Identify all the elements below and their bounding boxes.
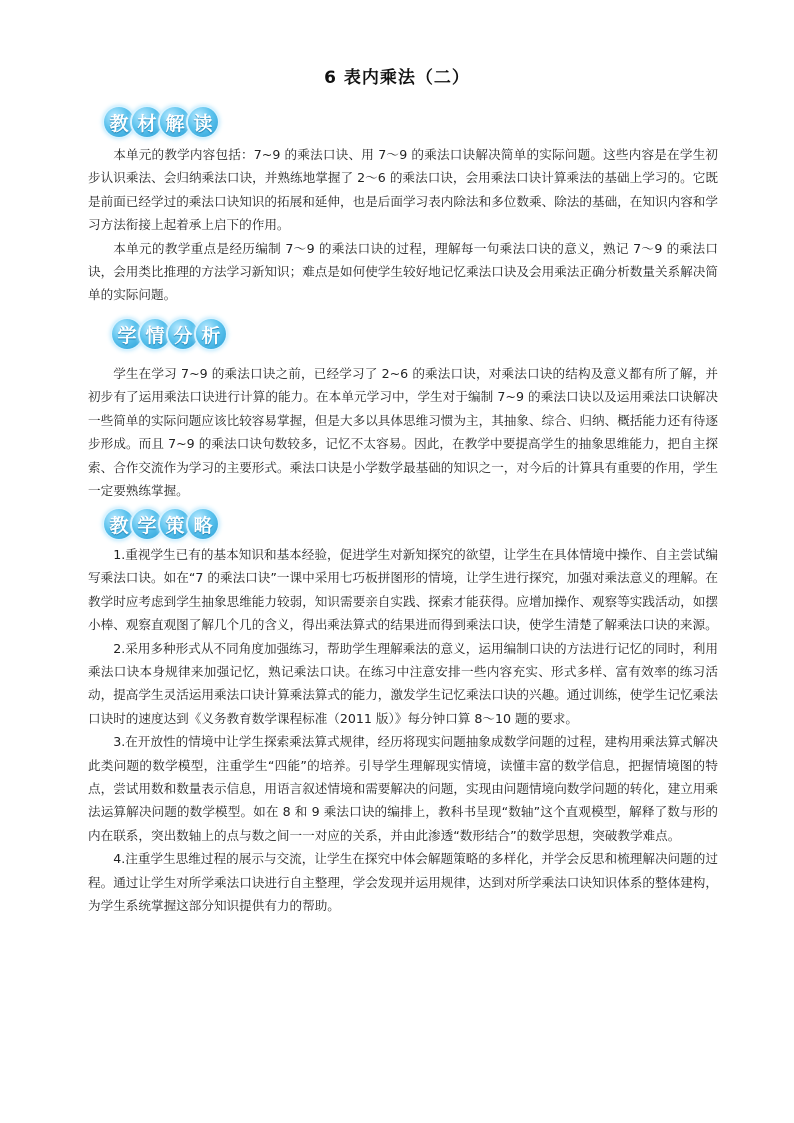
paragraph: 本单元的教学重点是经历编制 7～9 的乘法口诀的过程，理解每一句乘法口诀的意义，熟记 7～9 的乘法口诀，会用类比推理的方法学习新知识；难点是如何使学生较好地记忆乘法口诀及会用乘法正确分析数量关系解决简单的实际问题。 — [88, 240, 718, 303]
header-char: 材 — [132, 107, 162, 137]
header-char: 策 — [160, 509, 190, 539]
paragraph: 学生在学习 7~9 的乘法口诀之前，已经学习了 2~6 的乘法口诀，对乘法口诀的结构及意义都有所了解，并初步有了运用乘法口诀进行计算的能力。在本单元学习中，学生对于编制 7~9 的乘法口诀以及运用乘法口诀解决一些简单的实际问题应该比较容易掌握，但是大多以具体思维习惯为主，其抽象、综合、归纳、概括能力还有待逐步形成。而且 7~9 的乘法口诀句数较多，记忆不太容易。因此，在教学中要提高学生的抽象思维能力，把自主探索、合作交流作为学习的主要形式。乘法口诀是小学数学最基础的知识之一，对今后的计算具有重要的作用，学生一定要熟练掌握。 — [88, 366, 718, 499]
header-char: 学 — [132, 509, 162, 539]
section-header-teaching-strategy — [104, 506, 216, 542]
header-char: 解 — [160, 107, 190, 137]
section-header-learning-analysis — [112, 316, 224, 352]
header-char: 教 — [104, 107, 134, 137]
paragraph: 4.注重学生思维过程的展示与交流，让学生在探究中体会解题策略的多样化，并学会反思和梳理解决问题的过程。通过让学生对所学乘法口诀进行自主整理，学会发现并运用规律，达到对所学乘法口诀知识体系的整体建构，为学生系统掌握这部分知识提供有力的帮助。 — [88, 851, 718, 914]
header-char: 析 — [196, 319, 226, 349]
section-body-textbook-reading — [88, 143, 718, 307]
paragraph: 3.在开放性的情境中让学生探索乘法算式规律，经历将现实问题抽象成数学问题的过程，建构用乘法算式解决此类问题的数学模型，注重学生“四能”的培养。引导学生理解现实情境，读懂丰富的数学信息，把握情境图的特点，尝试用数和数量表示信息，用语言叙述情境和需要解决的问题，实现由问题情境向数学问题的转化，建立用乘法运算解决问题的数学模型。如在 8 和 9 乘法口诀的编排上，教科书呈现“数轴”这个直观模型，解释了数与形的内在联系，突出数轴上的点与数之间一一对应的关系，并由此渗透“数形结合”的数学思想，突破教学难点。 — [88, 734, 718, 843]
section-body-learning-analysis — [88, 362, 718, 502]
page-title: 6 表内乘法（二） — [324, 68, 470, 88]
section-body-teaching-strategy — [88, 543, 718, 918]
header-char: 学 — [112, 319, 142, 349]
paragraph: 1.重视学生已有的基本知识和基本经验，促进学生对新知探究的欲望，让学生在具体情境中操作、自主尝试编写乘法口诀。如在“7 的乘法口诀”一课中采用七巧板拼图形的情境，让学生进行探究，加强对乘法意义的理解。在教学时应考虑到学生抽象思维能力较弱，知识需要亲自实践、探索才能获得。应增加操作、观察等实践活动，如摆小棒、观察直观图了解几个几的含义，得出乘法算式的结果进而得到乘法口诀，使学生清楚了解乘法口诀的来源。 — [88, 547, 718, 633]
header-char: 分 — [168, 319, 198, 349]
header-char: 情 — [140, 319, 170, 349]
section-header-textbook-reading — [104, 104, 216, 140]
header-char: 教 — [104, 509, 134, 539]
header-char: 略 — [188, 509, 218, 539]
paragraph: 本单元的教学内容包括：7~9 的乘法口诀、用 7～9 的乘法口诀解决简单的实际问题。这些内容是在学生初步认识乘法、会归纳乘法口诀，并熟练地掌握了 2～6 的乘法口诀，会用乘法口诀计算乘法的基础上学习的。它既是前面已经学过的乘法口诀知识的拓展和延伸，也是后面学习表内除法和多位数乘、除法的基础，在知识内容和学习方法衔接上起着承上启下的作用。 — [88, 147, 718, 233]
header-char: 读 — [188, 107, 218, 137]
paragraph: 2.采用多种形式从不同角度加强练习，帮助学生理解乘法的意义，运用编制口诀的方法进行记忆的同时，利用乘法口诀本身规律来加强记忆，熟记乘法口诀。在练习中注意安排一些内容充实、形式多样、富有效率的练习活动，提高学生灵活运用乘法口诀计算乘法算式的能力，激发学生记忆乘法口诀的兴趣。通过训练，使学生记忆乘法口诀时的速度达到《义务教育数学课程标准（2011 版）》每分钟口算 8～10 题的要求。 — [88, 640, 718, 726]
